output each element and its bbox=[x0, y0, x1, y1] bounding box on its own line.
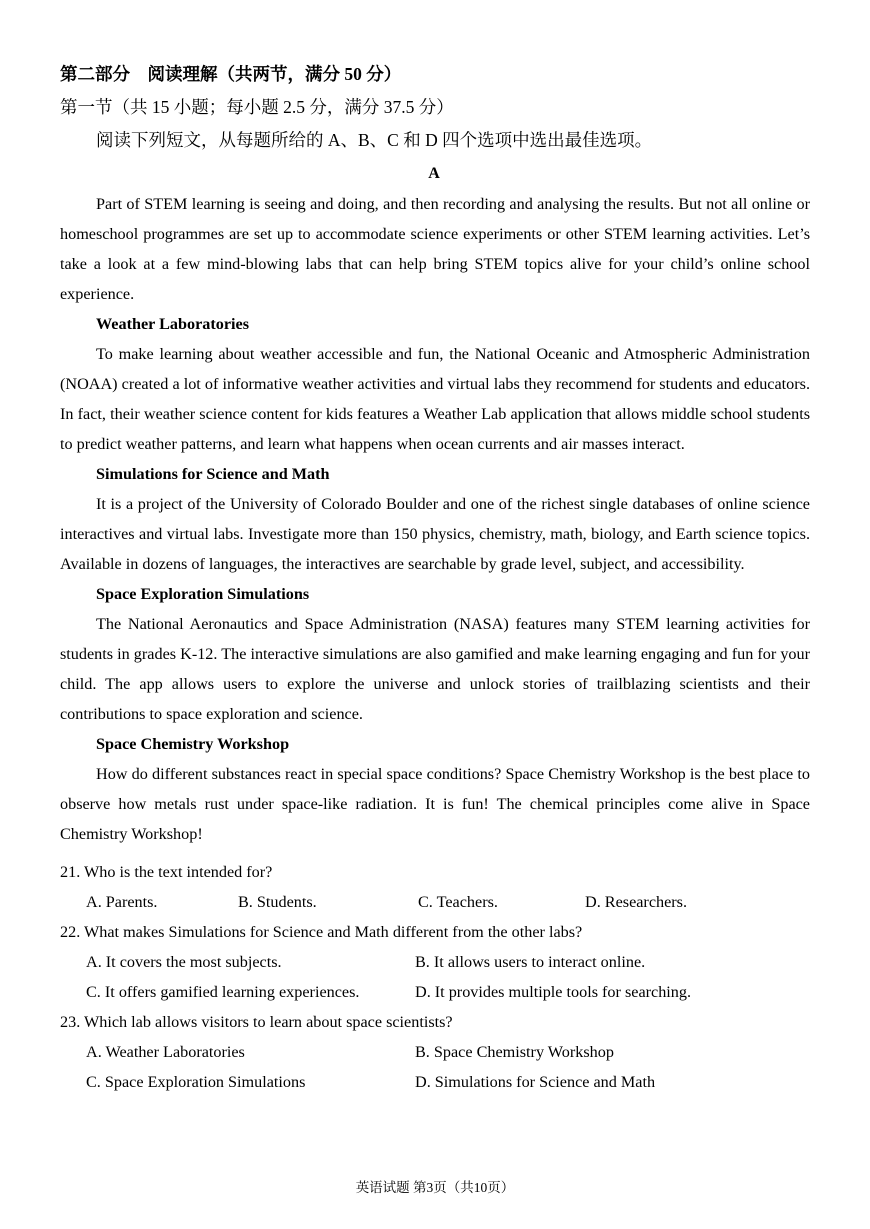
question-21-option-d[interactable]: D. Researchers. bbox=[585, 893, 688, 911]
question-22-option-d[interactable]: D. It provides multiple tools for searching. bbox=[415, 983, 692, 1001]
section-title: 第一节（共 15 小题；每小题 2.5 分，满分 37.5 分） bbox=[60, 97, 454, 117]
passage-section-heading-simulations-for-science-and-math: Simulations for Science and Math bbox=[96, 465, 330, 483]
question-22-option-b[interactable]: B. It allows users to interact online. bbox=[415, 953, 646, 971]
passage-intro-paragraph: Part of STEM learning is seeing and doing, and then recording and analysing the results. But not all online or homeschool programmes are set up to accommodate science experiments or other STEM learning activities. Let’s take a look at a few mind-blowing labs that can help bring STEM topics alive for your child’s online school experience. bbox=[60, 195, 810, 303]
passage-section-heading-space-chemistry-workshop: Space Chemistry Workshop bbox=[96, 735, 290, 753]
question-22-stem: 22. What makes Simulations for Science and Math different from the other labs? bbox=[60, 923, 583, 941]
question-21 bbox=[60, 857, 810, 917]
part-title: 第二部分 阅读理解（共两节，满分 50 分） bbox=[60, 64, 402, 84]
question-22-option-c[interactable]: C. It offers gamified learning experiences. bbox=[86, 983, 360, 1001]
exam-page bbox=[60, 0, 810, 1229]
question-22-options-row-2 bbox=[60, 977, 810, 1007]
question-21-options bbox=[60, 887, 810, 917]
passage-letter: A bbox=[428, 165, 440, 182]
passage-section-body-space-chemistry-workshop: How do different substances react in special space conditions? Space Chemistry Workshop is the best place to observe how metals rust under space-like radiation. It is fun! The chemical principles come alive in Space Chemistry Workshop! bbox=[60, 765, 810, 843]
question-23-stem: 23. Which lab allows visitors to learn about space scientists? bbox=[60, 1013, 453, 1031]
question-23-option-d[interactable]: D. Simulations for Science and Math bbox=[415, 1073, 656, 1091]
question-23-options-row-2 bbox=[60, 1067, 810, 1097]
passage-section-body-weather-laboratories: To make learning about weather accessible and fun, the National Oceanic and Atmospheric Administration (NOAA) created a lot of informative weather activities and virtual labs they recommend for students and educators. In fact, their weather science content for kids features a Weather Lab application that allows middle school students to predict weather patterns, and learn what happens when ocean currents and air masses interact. bbox=[60, 345, 810, 453]
passage-section-body-simulations-for-science-and-math: It is a project of the University of Colorado Boulder and one of the richest single databases of online science interactives and virtual labs. Investigate more than 150 physics, chemistry, math, biology, and Earth science topics. Available in dozens of languages, the interactives are searchable by grade level, subject, and accessibility. bbox=[60, 495, 810, 573]
section-instruction: 阅读下列短文，从每题所给的 A、B、C 和 D 四个选项中选出最佳选项。 bbox=[96, 130, 653, 150]
page-footer: 英语试题 第3页（共10页） bbox=[355, 1180, 515, 1195]
question-23-options-row-1 bbox=[60, 1037, 810, 1067]
passage-section-body-space-exploration-simulations: The National Aeronautics and Space Administration (NASA) features many STEM learning activities for students in grades K-12. The interactive simulations are also gamified and make learning engaging and fun for your child. The app allows users to explore the universe and unlock stories of trailblazing scientists and their contributions to space exploration and science. bbox=[60, 615, 810, 723]
question-22-options-row-1 bbox=[60, 947, 810, 977]
question-21-stem: 21. Who is the text intended for? bbox=[60, 863, 273, 881]
question-22 bbox=[60, 917, 810, 1007]
spacer bbox=[60, 849, 810, 857]
question-21-option-a[interactable]: A. Parents. bbox=[86, 893, 158, 911]
passage-section-heading-weather-laboratories: Weather Laboratories bbox=[96, 315, 250, 333]
question-23 bbox=[60, 1007, 810, 1097]
passage-section-heading-space-exploration-simulations: Space Exploration Simulations bbox=[96, 585, 310, 603]
question-22-option-a[interactable]: A. It covers the most subjects. bbox=[86, 953, 282, 971]
question-23-option-b[interactable]: B. Space Chemistry Workshop bbox=[415, 1043, 614, 1061]
question-23-option-a[interactable]: A. Weather Laboratories bbox=[86, 1043, 245, 1061]
question-23-option-c[interactable]: C. Space Exploration Simulations bbox=[86, 1073, 306, 1091]
question-21-option-c[interactable]: C. Teachers. bbox=[418, 893, 498, 911]
question-21-option-b[interactable]: B. Students. bbox=[238, 893, 317, 911]
